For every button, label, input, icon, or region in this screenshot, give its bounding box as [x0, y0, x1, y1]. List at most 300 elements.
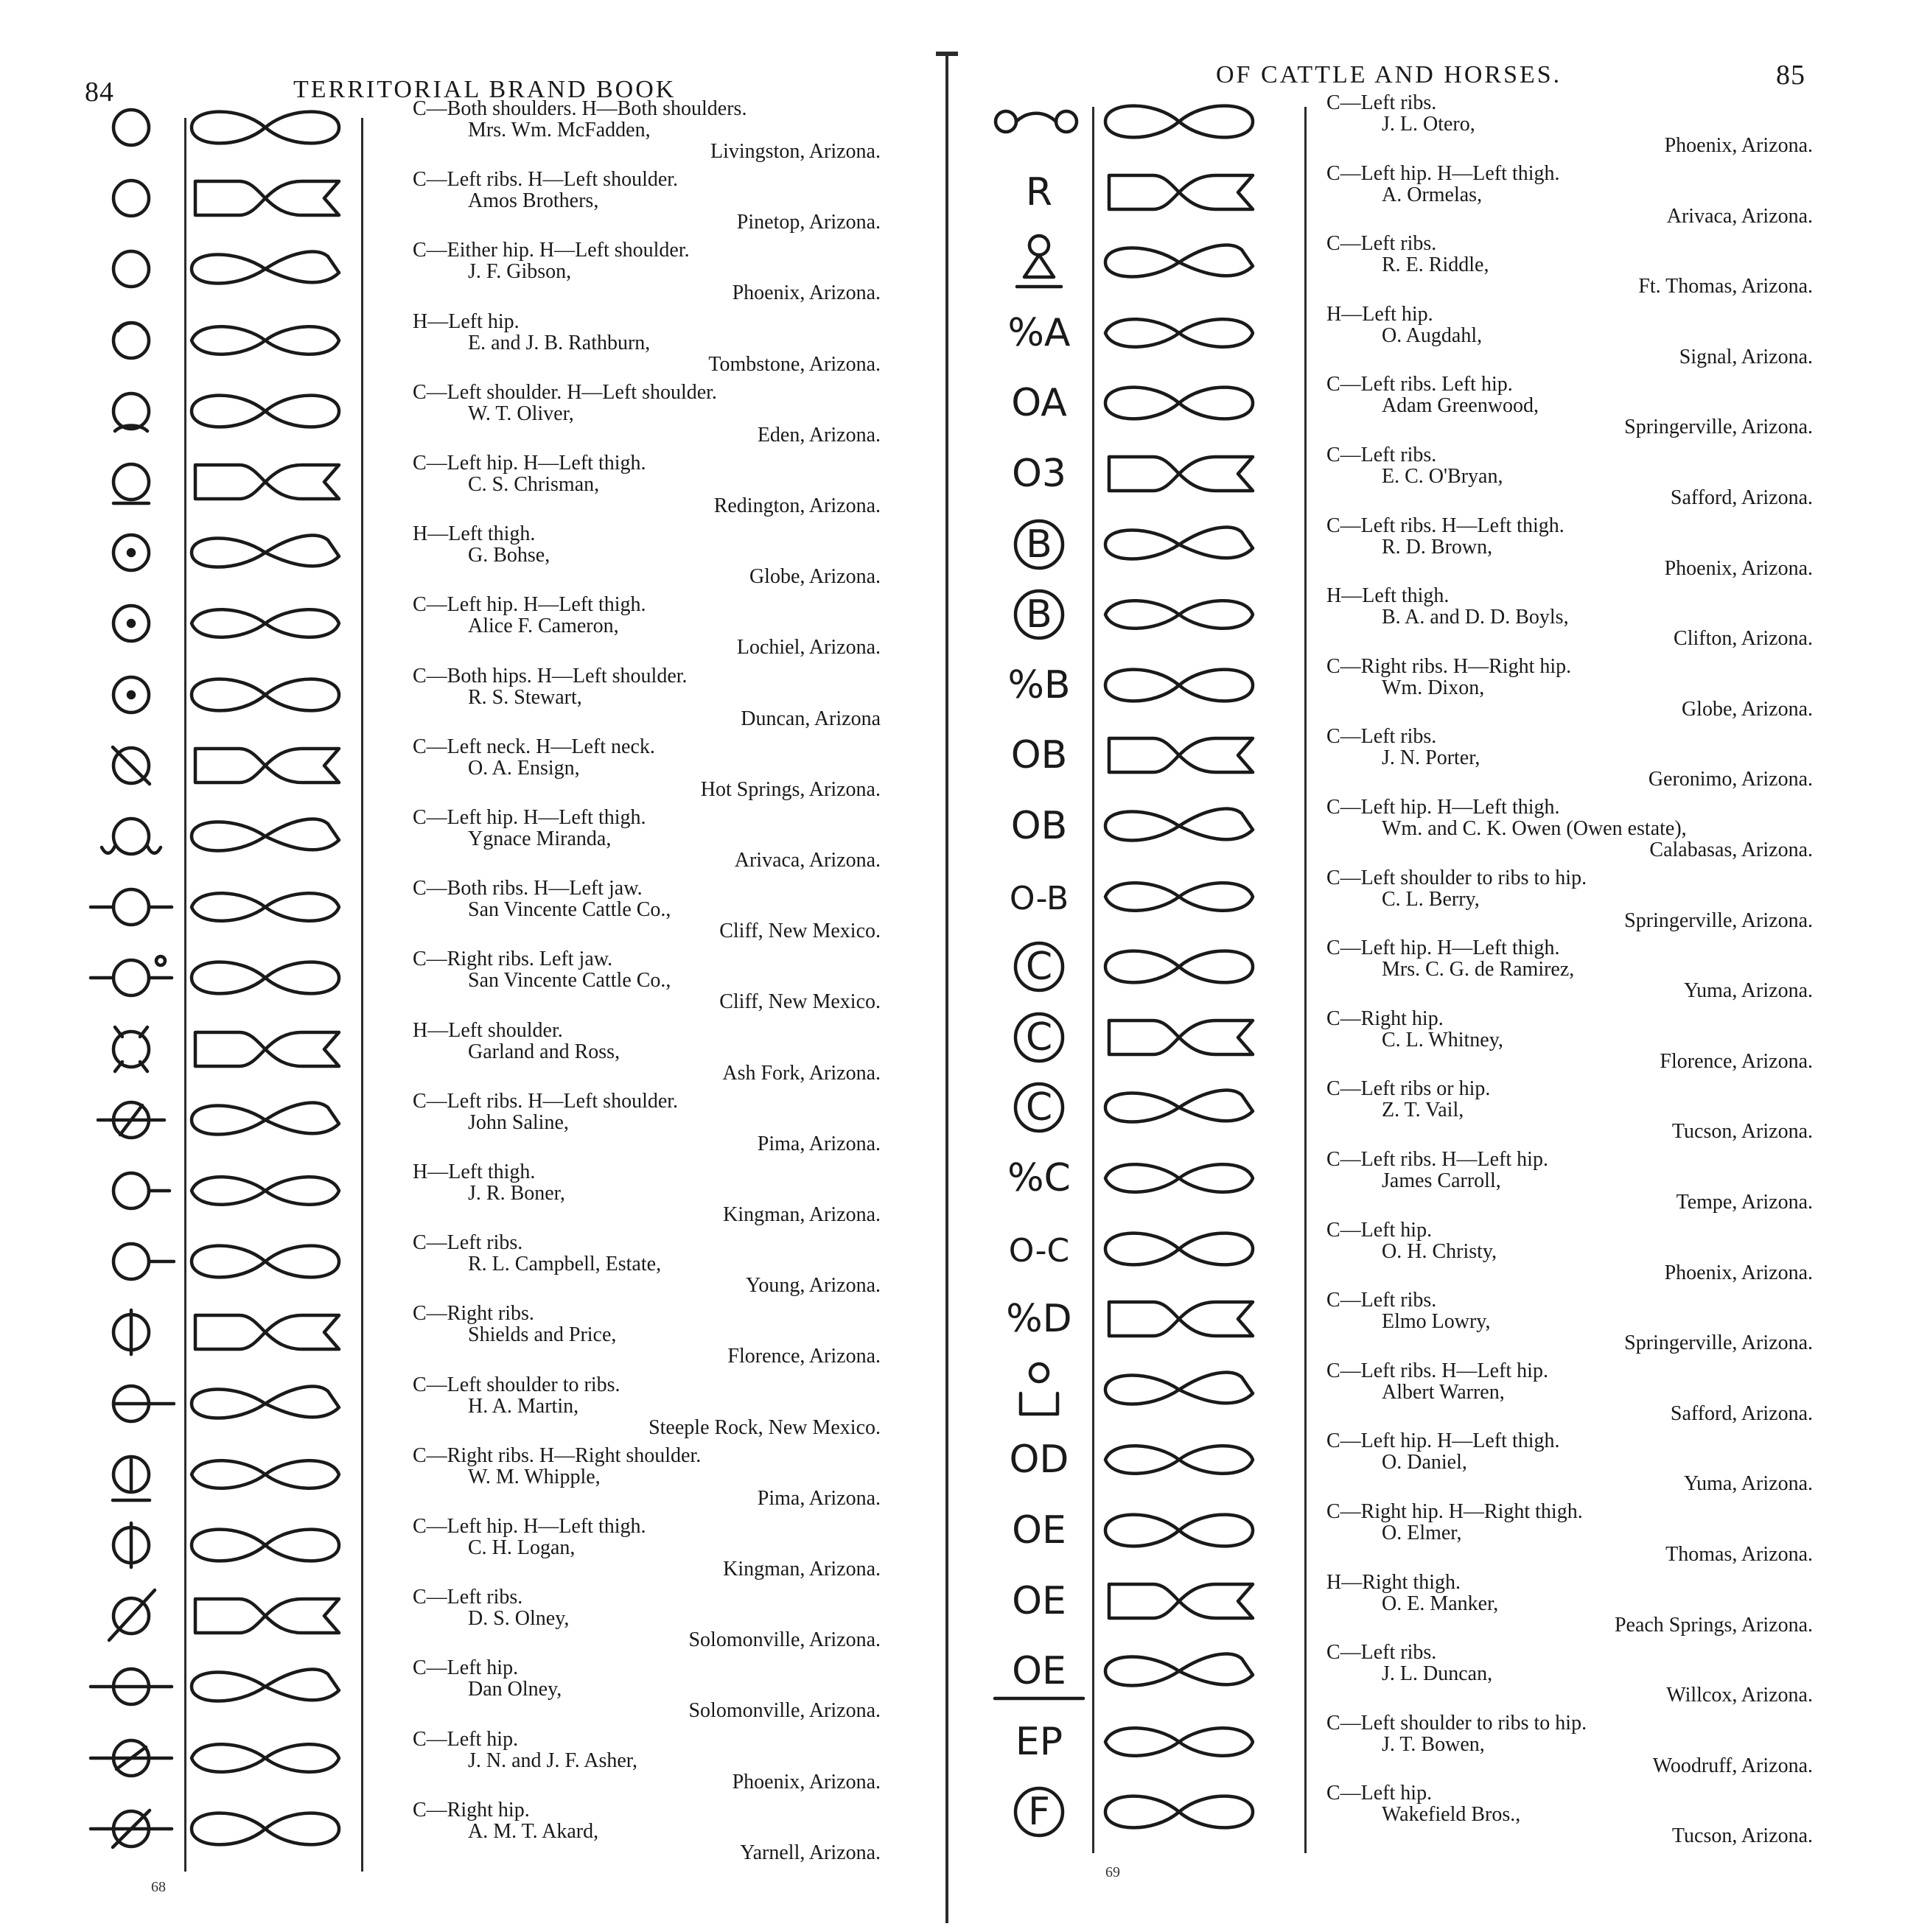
owner-name: J. N. Porter, — [1382, 746, 1480, 770]
owner-location: Phoenix, Arizona. — [732, 1770, 881, 1793]
right-brand-15 — [984, 1074, 1094, 1141]
brand-marks-text: C—Left ribs. — [1326, 1289, 1437, 1312]
brand-marks-text: C—Left hip. H—Left thigh. — [413, 806, 646, 829]
owner-name: Albert Warren, — [1382, 1380, 1505, 1404]
owner-location: Pinetop, Arizona. — [736, 211, 881, 234]
left-entry-7 — [413, 523, 881, 587]
brand-marks-text: C—Left hip. — [413, 1656, 519, 1680]
owner-location: Woodruff, Arizona. — [1652, 1754, 1813, 1777]
owner-name: O. Elmer, — [1382, 1522, 1462, 1544]
left-entry-1 — [413, 98, 881, 162]
left-earmark-14 — [181, 1023, 357, 1075]
left-earmark-21 — [181, 1519, 357, 1571]
right-brand-3 — [984, 229, 1094, 295]
left-earmark-1 — [181, 102, 357, 153]
brand-marks-text: C—Left ribs. — [413, 1231, 523, 1255]
brand-marks-text: C—Left ribs. — [1326, 725, 1437, 749]
owner-name: B. A. and D. D. Boyls, — [1382, 606, 1569, 629]
brand-marks-text: C—Left hip. H—Left thigh. — [1326, 796, 1560, 819]
left-brand-20 — [87, 1441, 175, 1508]
owner-name: O. A. Ensign, — [468, 756, 580, 780]
right-brand-letters-4: %A — [1007, 310, 1071, 355]
owner-location: Redington, Arizona. — [713, 494, 881, 517]
owner-name: James Carroll, — [1382, 1169, 1501, 1192]
right-brand-4 — [984, 300, 1094, 366]
right-brand-7 — [984, 511, 1094, 578]
owner-name: Adam Greenwood, — [1382, 394, 1539, 418]
right-column-rule-2 — [1304, 107, 1307, 1853]
left-brand-25 — [87, 1796, 175, 1862]
left-earmark-9 — [181, 669, 357, 721]
right-entry-24 — [1326, 1712, 1813, 1777]
owner-name: Alice F. Cameron, — [468, 615, 619, 638]
right-entry-2 — [1326, 163, 1813, 227]
owner-location: Springerville, Arizona. — [1624, 416, 1813, 439]
owner-name: San Vincente Cattle Co., — [468, 898, 671, 922]
left-brand-8 — [87, 590, 175, 657]
left-entry-5 — [413, 382, 881, 446]
owner-name: O. H. Christy, — [1382, 1239, 1497, 1263]
right-earmark-2 — [1094, 167, 1271, 218]
left-entry-18 — [413, 1303, 881, 1367]
brand-marks-text: C—Left hip. H—Left thigh. — [413, 1515, 646, 1538]
left-page-number: 84 — [85, 77, 114, 108]
brand-marks-text: C—Left shoulder to ribs. — [413, 1373, 620, 1396]
left-entry-19 — [413, 1374, 881, 1438]
owner-location: Safford, Arizona. — [1670, 1401, 1813, 1425]
owner-location: Tucson, Arizona. — [1671, 1120, 1813, 1144]
owner-name: John Saline, — [468, 1110, 569, 1134]
brand-marks-text: C—Left hip. H—Left thigh. — [1326, 1429, 1560, 1453]
left-earmark-6 — [181, 456, 357, 508]
right-earmark-19 — [1094, 1364, 1271, 1415]
brand-marks-text: C—Left ribs. H—Left hip. — [1326, 1359, 1548, 1382]
brand-marks-text: C—Right ribs. Left jaw. — [413, 948, 613, 971]
left-brand-3 — [87, 236, 175, 302]
owner-location: Livingston, Arizona. — [710, 140, 881, 163]
right-earmark-6 — [1094, 448, 1271, 500]
owner-location: Pima, Arizona. — [757, 1486, 881, 1510]
brand-marks-text: C—Left ribs. — [1326, 444, 1437, 466]
owner-location: Arivaca, Arizona. — [1666, 204, 1813, 228]
left-entry-10 — [413, 736, 881, 800]
owner-location: Florence, Arizona. — [1660, 1049, 1813, 1073]
right-brand-14 — [984, 1004, 1094, 1071]
right-earmark-12 — [1094, 871, 1271, 923]
brand-marks-text: C—Both ribs. H—Left jaw. — [413, 877, 643, 900]
brand-marks-text: C—Left hip. H—Left thigh. — [1326, 161, 1560, 185]
left-earmark-23 — [181, 1661, 357, 1712]
left-earmark-18 — [181, 1306, 357, 1358]
right-brand-18 — [984, 1286, 1094, 1352]
owner-location: Duncan, Arizona — [741, 707, 881, 730]
left-entry-22 — [413, 1586, 881, 1651]
right-earmark-25 — [1094, 1786, 1271, 1838]
right-earmark-4 — [1094, 307, 1271, 359]
left-brand-22 — [87, 1583, 175, 1649]
brand-marks-text: C—Right hip. — [413, 1798, 530, 1821]
left-brand-12 — [87, 874, 175, 940]
brand-marks-text: C—Right hip. — [1326, 1007, 1444, 1030]
right-brand-letters-20: OD — [1009, 1438, 1069, 1483]
owner-location: Clifton, Arizona. — [1674, 627, 1813, 651]
owner-location: Peach Springs, Arizona. — [1614, 1613, 1813, 1637]
left-earmark-8 — [181, 598, 357, 649]
brand-marks-text: C—Both hips. H—Left shoulder. — [413, 664, 688, 687]
right-brand-10 — [984, 722, 1094, 788]
brand-marks-text: C—Right ribs. — [413, 1302, 534, 1326]
brand-marks-text: C—Left shoulder to ribs to hip. — [1326, 866, 1587, 889]
right-entry-22 — [1326, 1572, 1813, 1636]
left-earmark-4 — [181, 315, 357, 366]
owner-name: H. A. Martin, — [468, 1394, 579, 1418]
right-brand-letters-5: OA — [1011, 381, 1067, 426]
right-brand-2 — [984, 159, 1094, 225]
owner-name: O. Daniel, — [1382, 1451, 1467, 1474]
left-earmark-2 — [181, 172, 357, 224]
right-brand-letters-2: R — [1025, 169, 1053, 214]
owner-location: Tempe, Arizona. — [1676, 1191, 1813, 1214]
owner-location: Springerville, Arizona. — [1624, 909, 1813, 932]
left-brand-7 — [87, 519, 175, 586]
right-entry-11 — [1326, 797, 1813, 861]
left-earmark-10 — [181, 740, 357, 791]
left-entry-12 — [413, 878, 881, 942]
brand-marks-text: C—Left hip. H—Left thigh. — [413, 452, 646, 475]
right-earmark-8 — [1094, 589, 1271, 640]
left-brand-9 — [87, 662, 175, 728]
owner-location: Arivaca, Arizona. — [734, 849, 881, 872]
owner-name: Mrs. C. G. de Ramirez, — [1382, 958, 1575, 981]
right-earmark-10 — [1094, 729, 1271, 781]
owner-location: Pima, Arizona. — [757, 1132, 881, 1155]
left-earmark-7 — [181, 527, 357, 578]
owner-name: J. T. Bowen, — [1382, 1732, 1485, 1756]
left-brand-24 — [87, 1725, 175, 1791]
owner-location: Safford, Arizona. — [1670, 486, 1813, 509]
owner-name: A. Ormelas, — [1382, 183, 1483, 206]
right-brand-letters-23: OE — [1012, 1649, 1066, 1694]
owner-name: Ygnace Miranda, — [468, 827, 612, 850]
right-brand-letters-24: EP — [1015, 1719, 1063, 1764]
left-brand-2 — [87, 165, 175, 231]
owner-name: D. S. Olney, — [468, 1607, 570, 1631]
left-brand-21 — [87, 1512, 175, 1578]
right-brand-1 — [984, 88, 1094, 155]
left-entry-23 — [413, 1657, 881, 1721]
owner-location: Phoenix, Arizona. — [1664, 1261, 1813, 1284]
owner-location: Tucson, Arizona. — [1671, 1824, 1813, 1848]
right-brand-letters-6: O3 — [1011, 452, 1067, 496]
brand-marks-text: C—Left ribs. H—Left shoulder. — [413, 1089, 679, 1113]
left-entry-2 — [413, 169, 881, 233]
right-earmark-17 — [1094, 1223, 1271, 1275]
left-brand-17 — [87, 1228, 175, 1295]
owner-location: Cliff, New Mexico. — [719, 990, 881, 1014]
left-earmark-17 — [181, 1236, 357, 1287]
left-entry-3 — [413, 239, 881, 304]
owner-location: Cliff, New Mexico. — [719, 920, 881, 943]
brand-marks-text: C—Left shoulder. H—Left shoulder. — [413, 380, 717, 404]
right-earmark-11 — [1094, 800, 1271, 852]
right-entry-14 — [1326, 1008, 1813, 1072]
right-entry-18 — [1326, 1289, 1813, 1354]
owner-location: Eden, Arizona. — [757, 423, 881, 447]
right-brand-17 — [984, 1216, 1094, 1282]
owner-location: Willcox, Arizona. — [1666, 1684, 1813, 1707]
left-earmark-22 — [181, 1590, 357, 1642]
owner-location: Florence, Arizona. — [727, 1345, 881, 1368]
right-brand-9 — [984, 652, 1094, 718]
right-brand-8 — [984, 581, 1094, 648]
right-brand-letters-18: %D — [1006, 1297, 1072, 1342]
right-brand-5 — [984, 370, 1094, 436]
owner-name: E. C. O'Bryan, — [1382, 465, 1503, 488]
left-entry-15 — [413, 1091, 881, 1155]
owner-location: Steeple Rock, New Mexico. — [648, 1415, 881, 1439]
left-brand-14 — [87, 1016, 175, 1082]
right-page-number: 85 — [1776, 60, 1805, 91]
right-earmark-21 — [1094, 1505, 1271, 1556]
brand-marks-text: C—Left ribs. — [1326, 1641, 1437, 1665]
right-brand-6 — [984, 441, 1094, 507]
left-brand-6 — [87, 449, 175, 515]
brand-marks-text: C—Left ribs or hip. — [1326, 1077, 1491, 1101]
right-earmark-5 — [1094, 377, 1271, 429]
left-entry-6 — [413, 452, 881, 517]
brand-marks-text: H—Left thigh. — [1326, 584, 1450, 608]
right-entry-16 — [1326, 1149, 1813, 1213]
left-entry-13 — [413, 948, 881, 1012]
owner-name: O. E. Manker, — [1382, 1592, 1499, 1615]
brand-marks-text: H—Left thigh. — [413, 1161, 536, 1183]
right-brand-letters-7: B — [1026, 522, 1052, 567]
owner-location: Yuma, Arizona. — [1684, 1472, 1813, 1496]
right-earmark-15 — [1094, 1082, 1271, 1133]
owner-name: Garland and Ross, — [468, 1040, 620, 1063]
right-brand-13 — [984, 934, 1094, 1000]
left-earmark-11 — [181, 811, 357, 862]
left-earmark-5 — [181, 385, 357, 437]
right-brand-19 — [984, 1357, 1094, 1423]
right-earmark-1 — [1094, 96, 1271, 147]
left-earmark-13 — [181, 952, 357, 1004]
left-column-rule-2 — [361, 118, 363, 1872]
owner-name: O. Augdahl, — [1382, 323, 1483, 347]
owner-location: Kingman, Arizona. — [723, 1203, 881, 1226]
owner-location: Springerville, Arizona. — [1624, 1331, 1813, 1355]
brand-marks-text: C—Left hip. — [1326, 1218, 1433, 1242]
left-earmark-3 — [181, 243, 357, 295]
brand-marks-text: H—Left thigh. — [413, 522, 536, 546]
brand-marks-text: C—Left hip. — [413, 1727, 519, 1751]
right-brand-22 — [984, 1568, 1094, 1634]
right-entry-13 — [1326, 937, 1813, 1001]
owner-location: Globe, Arizona. — [1681, 697, 1813, 721]
owner-name: Wm. and C. K. Owen (Owen estate), — [1382, 817, 1687, 840]
owner-location: Young, Arizona. — [745, 1274, 881, 1298]
left-entry-14 — [413, 1020, 881, 1084]
owner-name: J. N. and J. F. Asher, — [468, 1749, 637, 1772]
brand-marks-text: C—Left shoulder to ribs to hip. — [1326, 1711, 1587, 1735]
right-earmark-20 — [1094, 1434, 1271, 1485]
left-earmark-24 — [181, 1732, 357, 1784]
right-brand-letters-12: O-B — [1009, 879, 1069, 917]
brand-marks-text: C—Left ribs. — [1326, 91, 1437, 114]
owner-name: C. S. Chrisman, — [468, 473, 600, 496]
left-entry-8 — [413, 594, 881, 658]
owner-location: Ft. Thomas, Arizona. — [1638, 275, 1813, 298]
right-entry-7 — [1326, 515, 1813, 579]
left-entry-17 — [413, 1232, 881, 1296]
brand-marks-text: C—Left ribs. H—Left hip. — [1326, 1148, 1548, 1171]
owner-location: Phoenix, Arizona. — [732, 281, 881, 305]
owner-name: Wakefield Bros., — [1382, 1803, 1521, 1827]
owner-name: G. Bohse, — [468, 544, 550, 567]
brand-marks-text: C—Left ribs. H—Left shoulder. — [413, 168, 679, 192]
owner-location: Solomonville, Arizona. — [688, 1699, 881, 1723]
right-earmark-24 — [1094, 1716, 1271, 1768]
brand-marks-text: C—Left ribs. — [413, 1586, 523, 1609]
right-brand-letters-16: %C — [1007, 1156, 1071, 1200]
right-brand-11 — [984, 793, 1094, 859]
owner-location: Lochiel, Arizona. — [736, 636, 881, 659]
owner-location: Signal, Arizona. — [1679, 345, 1813, 368]
brand-marks-text: C—Left hip. — [1326, 1782, 1433, 1805]
brand-marks-text: C—Left ribs. Left hip. — [1326, 373, 1513, 396]
owner-location: Globe, Arizona. — [749, 565, 881, 589]
right-entry-8 — [1326, 585, 1813, 649]
right-earmark-22 — [1094, 1575, 1271, 1627]
owner-name: J. L. Otero, — [1382, 113, 1475, 136]
left-brand-19 — [87, 1371, 175, 1437]
right-entry-19 — [1326, 1360, 1813, 1424]
owner-name: W. M. Whipple, — [468, 1465, 601, 1488]
owner-name: Elmo Lowry, — [1382, 1310, 1491, 1334]
owner-name: R. D. Brown, — [1382, 535, 1493, 559]
owner-name: W. T. Oliver, — [468, 402, 574, 425]
owner-name: Mrs. Wm. McFadden, — [468, 119, 651, 141]
owner-name: Wm. Dixon, — [1382, 676, 1485, 699]
right-entry-5 — [1326, 374, 1813, 438]
owner-name: C. H. Logan, — [468, 1536, 576, 1559]
owner-name: A. M. T. Akard, — [468, 1819, 599, 1843]
owner-location: Yarnell, Arizona. — [740, 1841, 881, 1864]
right-earmark-9 — [1094, 659, 1271, 711]
owner-location: Ash Fork, Arizona. — [722, 1061, 881, 1085]
owner-name: R. S. Stewart, — [468, 685, 582, 709]
brand-marks-text: C—Right ribs. H—Right shoulder. — [413, 1443, 702, 1467]
right-brand-20 — [984, 1427, 1094, 1493]
left-earmark-25 — [181, 1803, 357, 1855]
right-brand-letters-17: O-C — [1008, 1231, 1070, 1270]
right-brand-letters-14: C — [1025, 1015, 1053, 1060]
right-brand-letters-21: OE — [1012, 1508, 1066, 1553]
left-brand-5 — [87, 378, 175, 444]
left-earmark-15 — [181, 1094, 357, 1146]
owner-name: Shields and Price, — [468, 1323, 617, 1347]
owner-name: J. F. Gibson, — [468, 260, 572, 284]
owner-location: Yuma, Arizona. — [1684, 979, 1813, 1003]
right-brand-letters-22: OE — [1012, 1578, 1066, 1623]
brand-marks-text: H—Left hip. — [1326, 302, 1433, 326]
right-earmark-7 — [1094, 519, 1271, 570]
owner-location: Kingman, Arizona. — [723, 1558, 881, 1581]
brand-marks-text: C—Either hip. H—Left shoulder. — [413, 239, 690, 262]
owner-location: Hot Springs, Arizona. — [700, 777, 881, 801]
left-plate-note: 68 — [151, 1879, 166, 1895]
gutter-divider — [945, 52, 948, 1923]
owner-name: San Vincente Cattle Co., — [468, 969, 671, 993]
brand-marks-text: C—Left hip. H—Left thigh. — [413, 593, 646, 617]
right-entry-12 — [1326, 867, 1813, 931]
left-entry-9 — [413, 665, 881, 729]
owner-location: Phoenix, Arizona. — [1664, 134, 1813, 157]
owner-location: Geronimo, Arizona. — [1648, 768, 1813, 791]
right-entry-25 — [1326, 1782, 1813, 1847]
brand-marks-text: C—Left ribs. H—Left thigh. — [1326, 514, 1564, 537]
brand-marks-text: C—Right ribs. H—Right hip. — [1326, 654, 1572, 678]
brand-marks-text: H—Left shoulder. — [413, 1018, 563, 1042]
left-entry-11 — [413, 807, 881, 871]
right-earmark-18 — [1094, 1293, 1271, 1345]
right-brand-21 — [984, 1497, 1094, 1564]
right-brand-16 — [984, 1145, 1094, 1211]
owner-name: J. R. Boner, — [468, 1182, 565, 1205]
left-entry-24 — [413, 1729, 881, 1793]
brand-marks-text: C—Left ribs. — [1326, 232, 1437, 256]
left-earmark-16 — [181, 1165, 357, 1217]
brand-marks-text: C—Right hip. H—Right thigh. — [1326, 1500, 1583, 1523]
left-brand-15 — [87, 1087, 175, 1153]
right-entry-17 — [1326, 1219, 1813, 1284]
left-brand-4 — [87, 307, 175, 374]
left-brand-10 — [87, 732, 175, 799]
left-brand-16 — [87, 1158, 175, 1224]
owner-name: Z. T. Vail, — [1382, 1099, 1464, 1122]
right-earmark-3 — [1094, 237, 1271, 288]
right-brand-letters-11: OB — [1010, 804, 1068, 848]
right-earmark-13 — [1094, 941, 1271, 993]
left-running-head: TERRITORIAL BRAND BOOK — [293, 76, 676, 103]
owner-location: Calabasas, Arizona. — [1649, 839, 1813, 861]
left-entry-25 — [413, 1799, 881, 1863]
brand-marks-text: C—Left hip. H—Left thigh. — [1326, 937, 1560, 960]
right-brand-24 — [984, 1709, 1094, 1775]
left-earmark-19 — [181, 1378, 357, 1429]
right-brand-letters-25: F — [1028, 1790, 1050, 1835]
right-brand-letters-9: %B — [1007, 662, 1071, 707]
owner-name: Amos Brothers, — [468, 189, 599, 213]
right-brand-25 — [984, 1779, 1094, 1845]
right-brand-letters-15: C — [1025, 1085, 1053, 1130]
right-brand-23 — [984, 1638, 1094, 1704]
left-earmark-20 — [181, 1449, 357, 1500]
right-brand-letters-13: C — [1025, 945, 1053, 990]
left-entry-21 — [413, 1516, 881, 1580]
right-brand-letters-8: B — [1026, 592, 1052, 637]
left-brand-11 — [87, 803, 175, 869]
right-entry-6 — [1326, 444, 1813, 508]
right-earmark-14 — [1094, 1012, 1271, 1063]
owner-name: Dan Olney, — [468, 1678, 562, 1701]
left-brand-23 — [87, 1653, 175, 1720]
right-running-head: OF CATTLE AND HORSES. — [1216, 61, 1562, 88]
owner-name: E. and J. B. Rathburn, — [468, 331, 651, 354]
owner-name: R. E. Riddle, — [1382, 253, 1489, 277]
owner-name: R. L. Campbell, Estate, — [468, 1253, 662, 1276]
brand-marks-text: C—Left neck. H—Left neck. — [413, 735, 655, 758]
